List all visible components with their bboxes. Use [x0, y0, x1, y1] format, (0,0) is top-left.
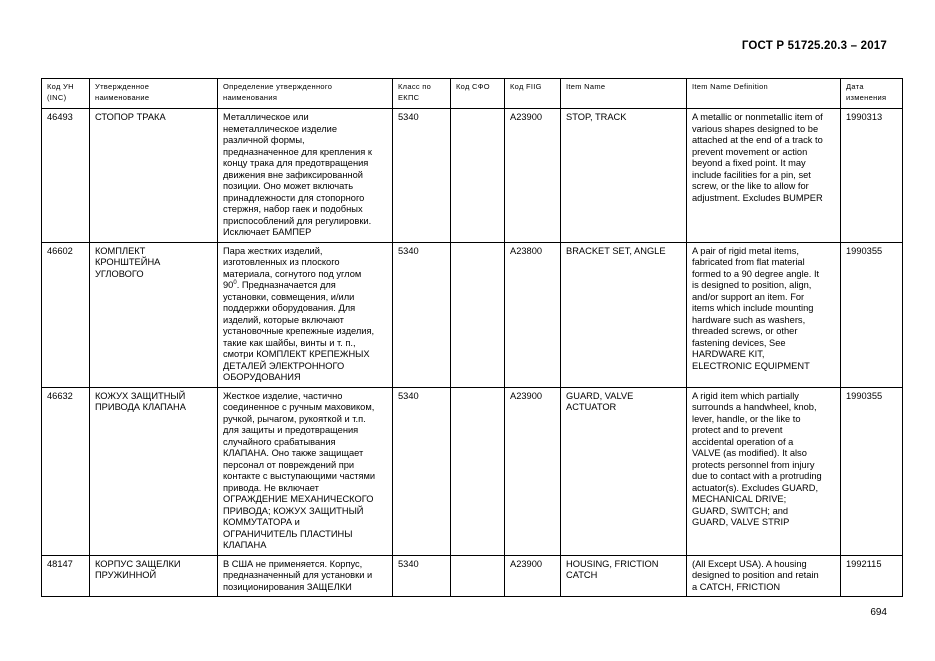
- page-number: 694: [870, 607, 887, 618]
- cell-inc: 46632: [42, 387, 90, 555]
- column-header-approved-name: Утвержденное наименование: [90, 79, 218, 109]
- cell-fiig: A23900: [505, 555, 561, 597]
- cell-ekps: 5340: [393, 387, 451, 555]
- cell-definition: Жесткое изделие, частично соединенное с ручным маховиком, ручкой, рычагом, рукояткой и т.п. для защиты и предотвращения случайного срабатывания КЛАПАНА. Оно также защищает персонал от повреждений при контакте с выступающими частями привода. Не включает ОГРАЖДЕНИЕ МЕХАНИЧЕСКОГО ПРИВОДА; КОЖУХ ЗАЩИТНЫЙ КОММУТАТОРА и ОГРАНИЧИТЕЛЬ ПЛАСТИНЫ КЛАПАНА: [218, 387, 393, 555]
- cell-definition: Металлическое или неметаллическое изделие различной формы, предназначенное для крепления к концу трака для предотвращения движения вне зафиксированной позиции. Оно может включать принадлежности для стопорного стержня, набор гаек и подобных приспособлений для регулировки. Исключает БАМПЕР: [218, 109, 393, 243]
- cell-ekps: 5340: [393, 109, 451, 243]
- cell-item-definition: A metallic or nonmetallic item of various shapes designed to be attached at the end of a track to prevent movement or action beyond a fixed point. It may include facilities for a pin, set screw, or the like to allow for adjustment. Excludes BUMPER: [687, 109, 841, 243]
- cell-item-definition: A rigid item which partially surrounds a handwheel, knob, lever, handle, or the like to protect and to prevent accidental operation of a VALVE (as modified). It also protects personnel from injury due to contact with a protruding actuator(s). Excludes GUARD, MECHANICAL DRIVE; GUARD, SWITCH; and GUARD, VALVE STRIP: [687, 387, 841, 555]
- cell-approved-name: КОМПЛЕКТ КРОНШТЕЙНА УГЛОВОГО: [90, 242, 218, 387]
- cell-fiig: A23900: [505, 387, 561, 555]
- cell-date: 1990313: [841, 109, 903, 243]
- cell-item-name: GUARD, VALVE ACTUATOR: [561, 387, 687, 555]
- table-header-row: [42, 79, 903, 109]
- cell-sfo: [451, 109, 505, 243]
- document-header: ГОСТ Р 51725.20.3 – 2017: [741, 40, 887, 52]
- column-header-inc: Код УН (INC): [42, 79, 90, 109]
- degree-superscript: 0: [233, 279, 237, 286]
- cell-item-name: HOUSING, FRICTION CATCH: [561, 555, 687, 597]
- definition-text-part-2: . Предназначается для установки, совмещения, и/или поддержки оборудования. Для изделий, которые включают установочные крепежные изделия, такие как шайбы, винты и т. п., смотри КОМПЛЕКТ КРЕПЕЖНЫХ ДЕТАЛЕЙ ЭЛЕКТРОННОГО ОБОРУДОВАНИЯ: [223, 280, 375, 382]
- cell-approved-name: СТОПОР ТРАКА: [90, 109, 218, 243]
- cell-ekps: 5340: [393, 242, 451, 387]
- cell-fiig: A23900: [505, 109, 561, 243]
- column-header-definition: Определение утвержденного наименования: [218, 79, 393, 109]
- cell-sfo: [451, 555, 505, 597]
- cell-item-definition: A pair of rigid metal items, fabricated from flat material formed to a 90 degree angle. It is designed to position, align, and/or support an item. For items which include mounting hardware such as washers, threaded screws, or other fastening devices, See HARDWARE KIT, ELECTRONIC EQUIPMENT: [687, 242, 841, 387]
- table-row: [42, 109, 903, 243]
- cell-inc: 48147: [42, 555, 90, 597]
- cell-item-name: BRACKET SET, ANGLE: [561, 242, 687, 387]
- table-row: [42, 555, 903, 597]
- column-header-sfo: Код СФО: [451, 79, 505, 109]
- definition-text-part-1: Пара жестких изделий, изготовленных из плоского материала, согнутого под углом 90: [223, 245, 362, 290]
- table-row: [42, 387, 903, 555]
- cell-sfo: [451, 242, 505, 387]
- cell-inc: 46602: [42, 242, 90, 387]
- cell-ekps: 5340: [393, 555, 451, 597]
- column-header-fiig: Код FIIG: [505, 79, 561, 109]
- column-header-item-definition: Item Name Definition: [687, 79, 841, 109]
- cell-approved-name: КОЖУХ ЗАЩИТНЫЙ ПРИВОДА КЛАПАНА: [90, 387, 218, 555]
- column-header-date: Дата изменения: [841, 79, 903, 109]
- column-header-ekps: Класс по ЕКПС: [393, 79, 451, 109]
- column-header-item-name: Item Name: [561, 79, 687, 109]
- cell-sfo: [451, 387, 505, 555]
- table-row: [42, 242, 903, 387]
- data-table: [41, 78, 903, 597]
- cell-approved-name: КОРПУС ЗАЩЕЛКИ ПРУЖИННОЙ: [90, 555, 218, 597]
- cell-date: 1990355: [841, 387, 903, 555]
- cell-item-name: STOP, TRACK: [561, 109, 687, 243]
- cell-fiig: A23800: [505, 242, 561, 387]
- cell-item-definition: (All Except USA). A housing designed to position and retain a CATCH, FRICTION: [687, 555, 841, 597]
- cell-date: 1992115: [841, 555, 903, 597]
- cell-inc: 46493: [42, 109, 90, 243]
- cell-date: 1990355: [841, 242, 903, 387]
- cell-definition: В США не применяется. Корпус, предназначенный для установки и позиционирования ЗАЩЕЛКИ: [218, 555, 393, 597]
- cell-definition: [218, 242, 393, 387]
